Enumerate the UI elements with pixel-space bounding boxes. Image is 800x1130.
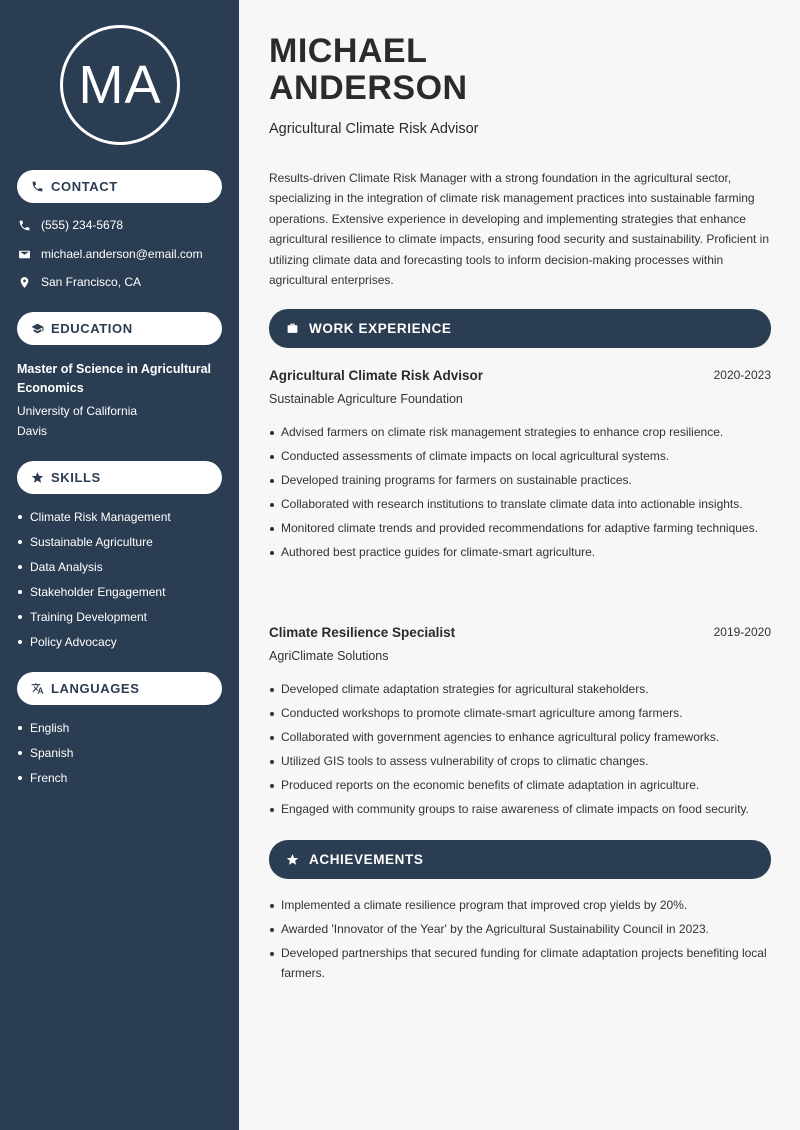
envelope-icon (18, 248, 31, 261)
skill-item: Climate Risk Management (17, 509, 171, 534)
candidate-name (269, 33, 468, 107)
languages-list (17, 720, 73, 795)
languages-heading (17, 672, 222, 705)
name-first: MICHAEL (269, 32, 428, 70)
list-item: Conducted assessments of climate impacts on local agricultural systems. (269, 447, 774, 467)
name-last: ANDERSON (269, 69, 468, 107)
star-icon (286, 853, 299, 866)
work-experience-heading-label: WORK EXPERIENCE (309, 321, 452, 336)
list-item: Developed climate adaptation strategies for agricultural stakeholders. (269, 680, 774, 700)
languages-heading-label: LANGUAGES (51, 681, 140, 696)
graduation-cap-icon (31, 322, 44, 335)
list-item: Advised farmers on climate risk management strategies to enhance crop resilience. (269, 423, 774, 443)
list-item: Utilized GIS tools to assess vulnerability of crops to climatic changes. (269, 752, 774, 772)
job-years: 2020-2023 (713, 368, 771, 382)
education-degree: Master of Science in Agricultural Economics (17, 362, 212, 395)
job-company: AgriClimate Solutions (269, 649, 389, 663)
star-icon (31, 471, 44, 484)
list-item: Developed partnerships that secured funding for climate adaptation projects benefiting local farmers. (269, 944, 774, 983)
job-headline: Agricultural Climate Risk Advisor (269, 121, 479, 137)
contact-heading-label: CONTACT (51, 179, 118, 194)
contact-phone (18, 218, 123, 232)
work-experience-heading (269, 309, 771, 348)
list-item: Awarded 'Innovator of the Year' by the Agricultural Sustainability Council in 2023. (269, 920, 774, 940)
contact-heading (17, 170, 222, 203)
achievements-heading (269, 840, 771, 879)
job-years: 2019-2020 (713, 625, 771, 639)
briefcase-icon (286, 322, 299, 335)
location-pin-icon (18, 276, 31, 289)
email-text: michael.anderson@email.com (41, 247, 203, 261)
phone-icon (31, 180, 44, 193)
location-text: San Francisco, CA (41, 275, 142, 289)
list-item: Conducted workshops to promote climate-smart agriculture among farmers. (269, 704, 774, 724)
language-item: French (17, 770, 73, 795)
job-title: Agricultural Climate Risk Advisor (269, 368, 484, 383)
translate-icon (31, 682, 44, 695)
profile-summary: Results-driven Climate Risk Manager with a strong foundation in the agricultural sector, specializing in the integration of climate risk management practices into sustainable farming operations. Extensive experience in developing and implementing strategies that enhance agricultural resilience to climate impacts, ensuring food security and sustainability. Proficient in utilizing climate data and forecasting tools to inform decision-making processes within agricultural enterprises. (269, 171, 770, 288)
list-item: Monitored climate trends and provided recommendations for adaptive farming techniques. (269, 519, 774, 539)
job-title: Climate Resilience Specialist (269, 625, 456, 640)
job-responsibilities (269, 423, 774, 567)
skill-item: Policy Advocacy (17, 634, 171, 659)
list-item: Collaborated with government agencies to enhance agricultural policy frameworks. (269, 728, 774, 748)
list-item: Produced reports on the economic benefits of climate adaptation in agriculture. (269, 776, 774, 796)
education-campus: Davis (17, 424, 48, 438)
achievements-heading-label: ACHIEVEMENTS (309, 852, 424, 867)
contact-location (18, 275, 141, 289)
language-item: Spanish (17, 745, 73, 770)
skill-item: Training Development (17, 609, 171, 634)
language-item: English (17, 720, 73, 745)
list-item: Implemented a climate resilience program that improved crop yields by 20%. (269, 896, 774, 916)
education-heading-label: EDUCATION (51, 321, 133, 336)
job-responsibilities (269, 680, 774, 824)
phone-text: (555) 234-5678 (41, 218, 124, 232)
list-item: Authored best practice guides for climate-smart agriculture. (269, 543, 774, 563)
skill-item: Sustainable Agriculture (17, 534, 171, 559)
sidebar (0, 0, 239, 1130)
skills-heading (17, 461, 222, 494)
skill-item: Data Analysis (17, 559, 171, 584)
skill-item: Stakeholder Engagement (17, 584, 171, 609)
contact-email (18, 247, 203, 261)
education-heading (17, 312, 222, 345)
monogram-avatar: MA (60, 25, 180, 145)
skills-heading-label: SKILLS (51, 470, 101, 485)
education-school: University of California (17, 404, 138, 418)
phone-icon (18, 219, 31, 232)
job-company: Sustainable Agriculture Foundation (269, 392, 463, 406)
list-item: Developed training programs for farmers on sustainable practices. (269, 471, 774, 491)
list-item: Collaborated with research institutions to translate climate data into actionable insights. (269, 495, 774, 515)
list-item: Engaged with community groups to raise awareness of climate impacts on food security. (269, 800, 774, 820)
achievements-list (269, 896, 774, 988)
skills-list (17, 509, 171, 659)
